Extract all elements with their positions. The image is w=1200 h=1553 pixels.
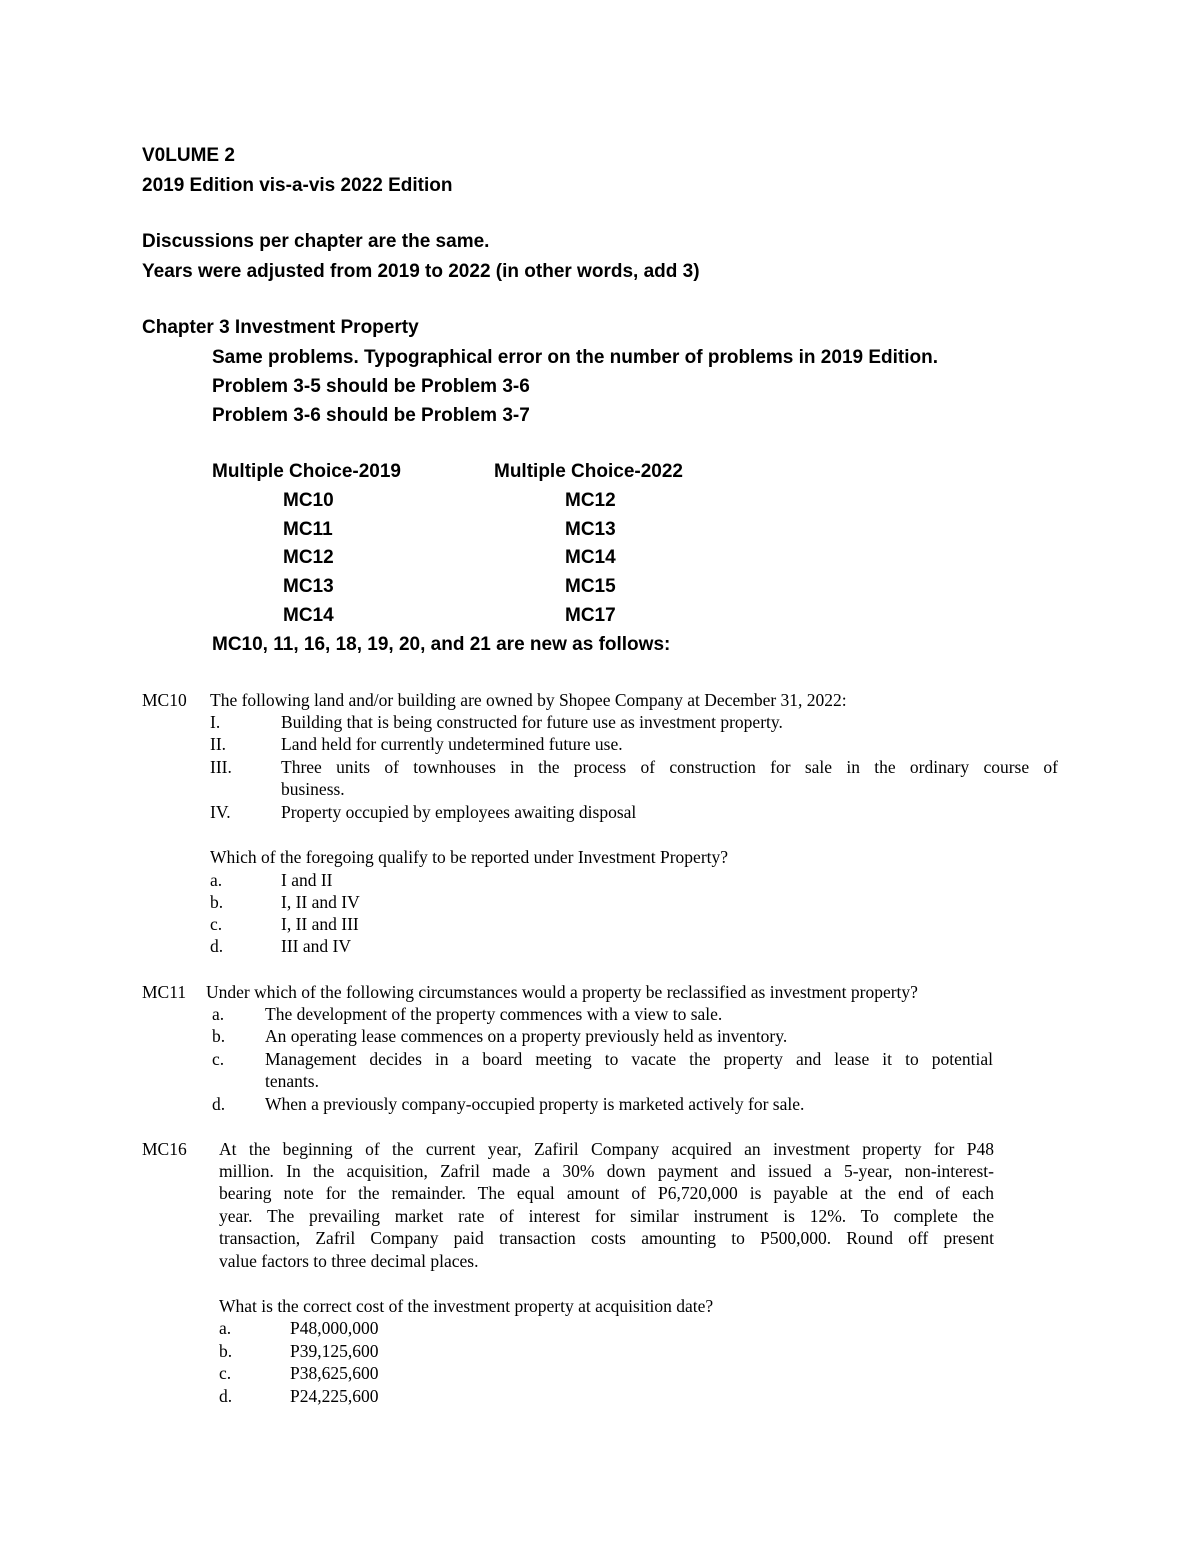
choice-text: I, II and III: [281, 914, 359, 934]
item-numeral: II.: [210, 734, 227, 754]
question-stem-line: year. The prevailing market rate of interest for similar instrument is 12%. To complete the: [219, 1206, 994, 1226]
choice-letter: b.: [210, 892, 224, 912]
choice-text: When a previously company-occupied property is marketed actively for sale.: [265, 1094, 805, 1114]
mc-table-cell: MC13: [283, 576, 334, 597]
question-label: MC16: [142, 1139, 187, 1159]
mc-table-cell: MC12: [565, 490, 616, 511]
choice-letter: d.: [212, 1094, 226, 1114]
choice-text: P39,125,600: [290, 1341, 379, 1361]
note-discussions: Discussions per chapter are the same.: [142, 231, 490, 252]
choice-text: I, II and IV: [281, 892, 360, 912]
choice-text: I and II: [281, 870, 333, 890]
choice-text: The development of the property commences with a view to sale.: [265, 1004, 723, 1024]
mc-table-cell: MC11: [283, 519, 333, 540]
choice-text: Management decides in a board meeting to vacate the property and lease it to potential: [265, 1049, 993, 1069]
question-prompt: Which of the foregoing qualify to be reported under Investment Property?: [210, 847, 729, 867]
item-text-continued: business.: [281, 779, 345, 799]
choice-text: P38,625,600: [290, 1363, 379, 1383]
edition-title: 2019 Edition vis-a-vis 2022 Edition: [142, 175, 453, 196]
choice-letter: a.: [210, 870, 223, 890]
choice-text: P48,000,000: [290, 1318, 379, 1338]
choice-text-continued: tenants.: [265, 1071, 319, 1091]
mc-table-cell: MC12: [283, 547, 334, 568]
choice-text: An operating lease commences on a property previously held as inventory.: [265, 1026, 788, 1046]
choice-text: III and IV: [281, 936, 351, 956]
choice-letter: a.: [212, 1004, 225, 1024]
choice-letter: c.: [210, 914, 223, 934]
item-text: Property occupied by employees awaiting disposal: [281, 802, 637, 822]
choice-text: P24,225,600: [290, 1386, 379, 1406]
item-numeral: I.: [210, 712, 221, 732]
choice-letter: d.: [219, 1386, 233, 1406]
choice-letter: b.: [212, 1026, 226, 1046]
question-stem-line: value factors to three decimal places.: [219, 1251, 479, 1271]
question-stem-line: million. In the acquisition, Zafril made a 30% down payment and issued a 5-year, non-interest-: [219, 1161, 994, 1181]
choice-letter: a.: [219, 1318, 232, 1338]
question-stem-line: bearing note for the remainder. The equal amount of P6,720,000 is payable at the end of each: [219, 1183, 994, 1203]
chapter-line: Same problems. Typographical error on the number of problems in 2019 Edition.: [212, 347, 939, 368]
choice-letter: b.: [219, 1341, 233, 1361]
question-stem: The following land and/or building are owned by Shopee Company at December 31, 2022:: [210, 690, 847, 710]
mc-table-cell: MC14: [565, 547, 616, 568]
item-text: Three units of townhouses in the process of construction for sale in the ordinary course of: [281, 757, 1058, 777]
choice-letter: c.: [212, 1049, 225, 1069]
chapter-line: Problem 3-5 should be Problem 3-6: [212, 376, 530, 397]
new-questions-note: MC10, 11, 16, 18, 19, 20, and 21 are new as follows:: [212, 634, 671, 655]
chapter-line: Problem 3-6 should be Problem 3-7: [212, 405, 530, 426]
mc-table-cell: MC15: [565, 576, 616, 597]
item-text: Land held for currently undetermined future use.: [281, 734, 623, 754]
volume-title: V0LUME 2: [142, 145, 235, 166]
question-stem-line: transaction, Zafril Company paid transaction costs amounting to P500,000. Round off present: [219, 1228, 994, 1248]
question-prompt: What is the correct cost of the investment property at acquisition date?: [219, 1296, 714, 1316]
mc-table-cell: MC17: [565, 605, 616, 626]
mc-table-header-2019: Multiple Choice-2019: [212, 461, 401, 482]
mc-table-cell: MC14: [283, 605, 334, 626]
mc-table-cell: MC10: [283, 490, 334, 511]
mc-table-cell: MC13: [565, 519, 616, 540]
choice-letter: d.: [210, 936, 224, 956]
mc-table-header-2022: Multiple Choice-2022: [494, 461, 683, 482]
question-stem: Under which of the following circumstances would a property be reclassified as investment property?: [206, 982, 918, 1002]
item-numeral: IV.: [210, 802, 231, 822]
item-text: Building that is being constructed for future use as investment property.: [281, 712, 783, 732]
note-years: Years were adjusted from 2019 to 2022 (in other words, add 3): [142, 261, 700, 282]
chapter-title: Chapter 3 Investment Property: [142, 317, 419, 338]
choice-letter: c.: [219, 1363, 232, 1383]
question-stem-line: At the beginning of the current year, Zafiril Company acquired an investment property for P48: [219, 1139, 994, 1159]
item-numeral: III.: [210, 757, 232, 777]
question-label: MC11: [142, 982, 187, 1002]
question-label: MC10: [142, 690, 187, 710]
